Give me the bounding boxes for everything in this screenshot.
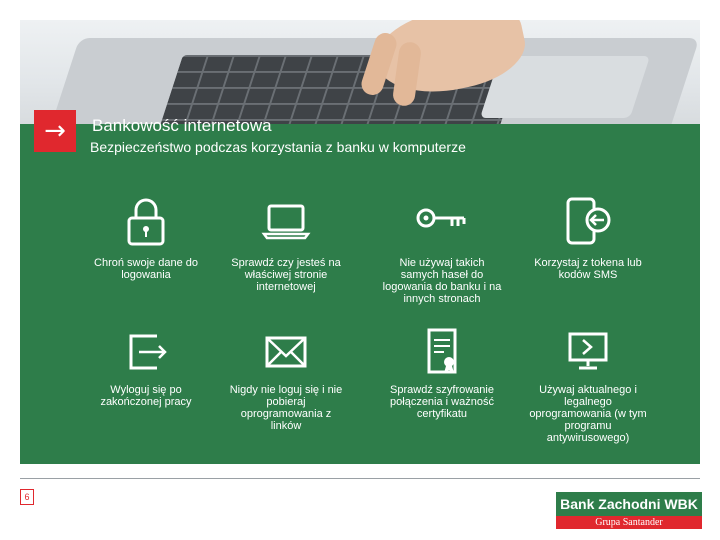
logo-bank-name: Bank Zachodni WBK [556,492,702,516]
tip-no-links [226,326,346,432]
laptop-icon [261,196,311,246]
tip-unique-passwords [382,196,502,305]
footer-divider [20,478,700,479]
tip-certificate [382,326,502,420]
page-number: 6 [20,489,34,505]
logo-group-name: Grupa Santander [556,516,702,529]
tip-check-site [226,196,346,293]
tip-protect-login [86,196,206,281]
tip-label: Sprawdź szyfrowanie połączenia i ważność certyfikatu [390,384,494,420]
logout-icon [121,326,171,376]
tip-label: Nie używaj takich samych haseł do logowania do banku i na innych stronach [382,257,502,305]
padlock-icon [124,196,168,246]
tip-label: Sprawdź czy jesteś na właściwej stronie internetowej [231,257,341,293]
tip-logout [86,326,206,408]
page-title: Bankowość internetowa [92,116,272,135]
tip-label: Nigdy nie loguj się i nie pobieraj oprogramowania z linków [229,384,343,432]
key-icon [414,196,470,246]
arrow-right-icon: → [34,110,76,152]
tip-label: Chroń swoje dane do logowania [94,257,198,281]
certificate-icon [417,326,467,376]
monitor-shield-icon [563,326,613,376]
tip-label: Wyloguj się po zakończonej pracy [100,384,192,408]
tip-label: Korzystaj z tokena lub kodów SMS [534,257,642,281]
tip-label: Używaj aktualnego i legalnego oprogramowania (w tym programu antywirusowego) [529,384,647,444]
laptop-photo [20,20,700,124]
phone-token-icon [560,196,616,246]
tip-software [528,326,648,444]
bank-logo [556,492,702,529]
page-subtitle: Bezpieczeństwo podczas korzystania z banku w komputerze [90,139,466,155]
envelope-icon [261,326,311,376]
tip-token-sms [528,196,648,281]
